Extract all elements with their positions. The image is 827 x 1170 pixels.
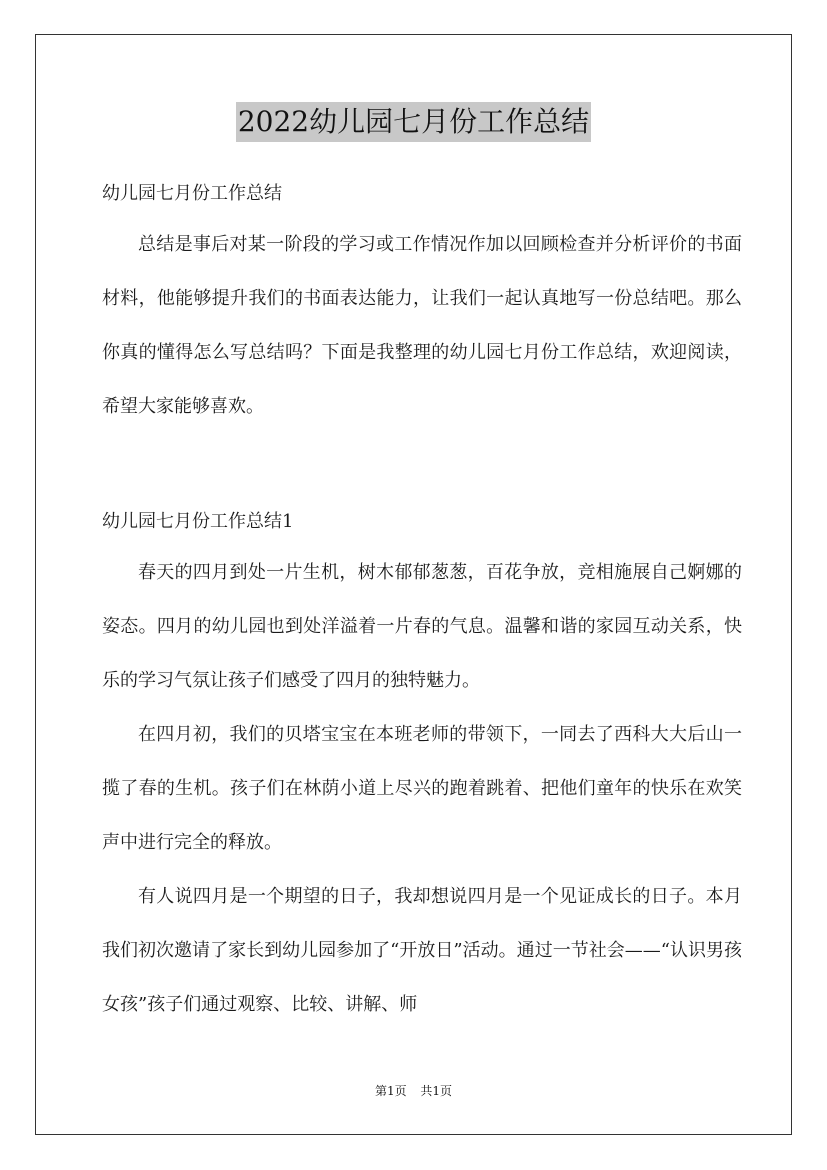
- page-number: 第1页: [374, 1084, 407, 1098]
- document-body: [102, 170, 742, 1032]
- page-footer: [0, 1082, 827, 1100]
- paragraph: 有人说四月是一个期望的日子，我却想说四月是一个见证成长的日子。本月我们初次邀请了家长到幼儿园参加了“开放日”活动。通过一节社会——“认识男孩女孩”孩子们通过观察、比较、讲解、师: [102, 886, 742, 1015]
- paragraph: 在四月初，我们的贝塔宝宝在本班老师的带领下，一同去了西科大大后山一揽了春的生机。孩子们在林荫小道上尽兴的跑着跳着、把他们童年的快乐在欢笑声中进行完全的释放。: [102, 724, 742, 853]
- paragraph: 春天的四月到处一片生机，树木郁郁葱葱，百花争放，竞相施展自己婀娜的姿态。四月的幼儿园也到处洋溢着一片春的气息。温馨和谐的家园互动关系，快乐的学习气氛让孩子们感受了四月的独特魅力。: [102, 562, 742, 691]
- section-gap: [102, 434, 742, 488]
- document-title: 2022幼儿园七月份工作总结: [236, 102, 591, 142]
- paragraph: 总结是事后对某一阶段的学习或工作情况作加以回顾检查并分析评价的书面材料，他能够提升我们的书面表达能力，让我们一起认真地写一份总结吧。那么你真的懂得怎么写总结吗？下面是我整理的幼儿园七月份工作总结，欢迎阅读，希望大家能够喜欢。: [102, 234, 742, 417]
- page-total: 共1页: [420, 1084, 453, 1098]
- section-heading: 幼儿园七月份工作总结1: [102, 511, 294, 532]
- section-heading: 幼儿园七月份工作总结: [102, 183, 282, 204]
- title-container: [0, 102, 827, 142]
